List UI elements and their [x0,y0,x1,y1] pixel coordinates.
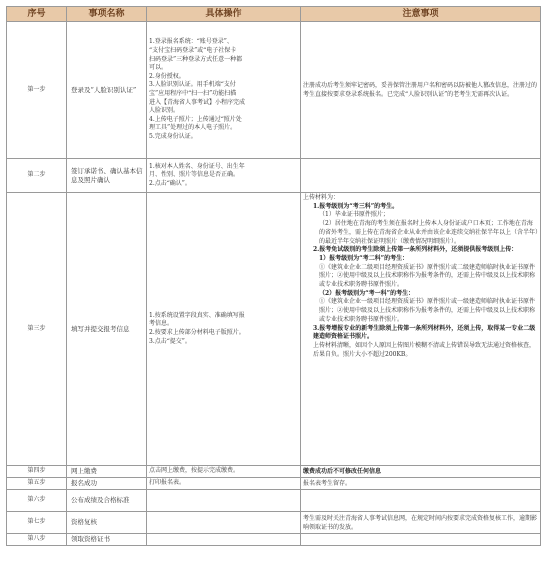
item-name-cell: 领取资格证书 [67,534,147,546]
header-item-name: 事项名称 [67,7,147,22]
note-paragraph: 1）报考级别为“考二科”的考生： [319,254,409,262]
operation-line: 4.上传电子照片；上传通过“照片处 [149,115,242,123]
table-row [7,159,541,193]
note-cell [301,159,541,193]
operation-cell [147,490,301,512]
operation-line: 3.人脸识别认证。用手机端“支付 [149,81,236,89]
operation-line: 打印报名表。 [149,479,186,487]
item-name-cell: 资格复核 [67,512,147,534]
operation-line: 1.核对本人姓名、身份证号、出生年 [149,162,245,170]
procedure-table [6,6,541,546]
note-paragraph: （1）毕业证书原件照片； [319,211,389,219]
operation-line: 进入【青海省人事考试】小程序完成 [149,98,246,106]
table-row [7,466,541,478]
note-paragraph: 上传材料清晰，如因个人原因上传图片模糊不清或上传错误导致无法通过资格核查，后果自负。照片大小不超过200KB。 [313,341,536,358]
operation-cell [147,159,301,193]
operation-cell [147,534,301,546]
step-cell: 第五步 [7,478,67,490]
note-paragraph: ①《建筑业企业二级项目经理资质证书》原件照片或二级建造师临时执业证书原件照片；②使用中级及以上技术职称作为报考条件的，还需上传中级及以上技术职称或专业技术职务聘书原件照片。 [319,263,536,289]
step-cell: 第八步 [7,534,67,546]
table-row [7,490,541,512]
operation-line: 人脸识别。 [149,107,180,115]
note-cell: 缴费成功后不可修改任何信息 [301,466,541,478]
operation-cell [147,193,301,466]
table-row [7,512,541,534]
note-paragraph: 1.报考级别为“考三科”的考生。 [313,202,399,210]
operation-line: “支付宝扫码登录”或“电子社保卡 [149,47,237,55]
item-name-cell: 填写并提交报考信息 [67,193,147,466]
note-cell: 报名表考生留存。 [301,478,541,490]
operation-cell [147,512,301,534]
operation-line: 1.按系统设置字段真实、准确填写报 [149,311,245,319]
operation-line: 点击网上缴费，按提示完成缴费。 [149,467,240,475]
table-row [7,22,541,159]
step-cell: 第四步 [7,466,67,478]
note-cell [301,193,541,466]
item-name-cell: 公布成绩及合格标准 [67,490,147,512]
item-name-cell: 签订承诺书、确认基本信息及照片确认 [67,159,147,193]
step-cell: 第二步 [7,159,67,193]
table-row [7,534,541,546]
note-paragraph: 3.报考增报专业的新考生除须上传第一条所列材料外，还须上传，取得某一专业二级建造师资格证书照片。 [313,324,536,341]
procedure-table-wrapper [6,6,540,546]
step-cell: 第三步 [7,193,67,466]
note-cell: 注册成功后考生须牢记密码，妥善保管注册用户名和密码以防被他人篡改信息，注册过的考生直接按要求登录系统报名。已完成“人脸识别认证”的老考生无需再次认证。 [301,22,541,159]
note-cell: 考生需及时关注青海省人事考试信息网，在规定时间内按要求完成资格复核工作，逾期影响领取证书的发放。 [301,512,541,534]
operation-line: 扫码登录”三种登录方式任意一种都 [149,55,243,63]
operation-line: 考信息。 [149,320,174,328]
operation-cell [147,466,301,478]
header-seq: 序号 [7,7,67,22]
operation-cell [147,478,301,490]
header-row [7,7,541,22]
operation-line: 2.点击“确认”。 [149,179,191,187]
note-paragraph: 上传材料为： [303,194,340,201]
operation-line: 宝”应用程序中“扫一扫”功能扫描 [149,90,237,97]
note-paragraph: （2）居住地在青海的考生须在报名时上传本人身份证或户口本页；工作地在青海的省外考生，需上传在青海省企业从业并由该企业连续交纳社保半年以上（含半年）的最近半年交纳社保证明照片（缴费情况明细照片）。 [319,220,539,245]
operation-line: 可以。 [149,64,168,72]
note-paragraph: （2）报考级别为“考一科”的考生： [319,289,415,297]
note-paragraph: 2.报考免试级别的考生除须上传第一条所列材料外，还须提供报考级别上传： [313,246,518,254]
note-paragraph: ①《建筑业企业一级项目经理资质证书》原件照片或一级建造师临时执业证书原件照片；②使用中级及以上技术职称作为报考条件的，还需上传中级及以上技术职称或专业技术职务聘书原件照片。 [319,298,536,323]
operation-line: 2.按要求上传部分材料电子版照片。 [149,329,245,336]
item-name-cell: 登录及“人脸识别认证” [67,22,147,159]
operation-cell [147,22,301,159]
item-name-cell: 报名成功 [67,478,147,490]
step-cell: 第一步 [7,22,67,159]
header-notes: 注意事项 [301,7,541,22]
note-cell [301,490,541,512]
item-name-cell: 网上缴费 [67,466,147,478]
note-cell [301,534,541,546]
header-operation: 具体操作 [147,7,301,22]
operation-line: 理工具”处理过的本人电子照片。 [149,124,237,132]
operation-line: 3.点击“提交”。 [149,337,191,345]
table-row [7,478,541,490]
table-row [7,193,541,466]
operation-line: 5.完成身份认证。 [149,132,197,140]
operation-line: 月、性别、照片等信息是否正确。 [149,171,240,179]
operation-line: 2.身份授权。 [149,72,185,80]
operation-line: 1.登录报名系统：“账号登录”、 [149,38,233,46]
step-cell: 第六步 [7,490,67,512]
step-cell: 第七步 [7,512,67,534]
